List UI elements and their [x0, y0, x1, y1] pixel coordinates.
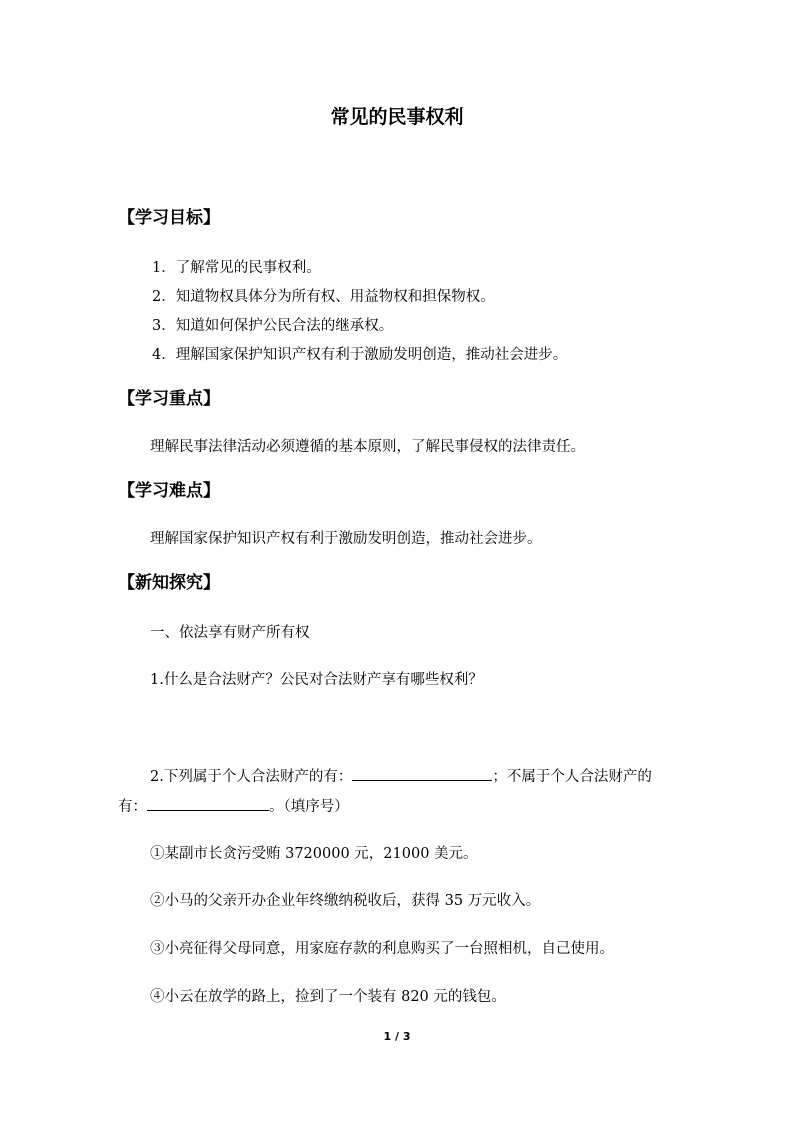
- option-item: ③小亮征得父母同意，用家庭存款的利息购买了一台照相机，自己使用。: [150, 941, 614, 957]
- goal-item: 2．知道物权具体分为所有权、用益物权和担保物权。: [152, 289, 495, 305]
- goal-item: 1．了解常见的民事权利。: [152, 260, 321, 276]
- goal-item: 3．知道如何保护公民合法的继承权。: [152, 318, 394, 334]
- option-item: ①某副市长贪污受贿 3720000 元，21000 美元。: [150, 846, 478, 862]
- key-points-heading: 【学习重点】: [118, 389, 220, 409]
- difficult-points-text: 理解国家保护知识产权有利于激励发明创造，推动社会进步。: [150, 531, 542, 547]
- question-2-text: ；不属于个人合法财产的: [492, 769, 652, 785]
- option-item: ②小马的父亲开办企业年终缴纳税收后，获得 35 万元收入。: [150, 893, 541, 909]
- option-item: ④小云在放学的路上，捡到了一个装有 820 元的钱包。: [150, 989, 506, 1005]
- explore-subheading: 一、依法享有财产所有权: [150, 625, 310, 641]
- question-1: 1.什么是合法财产？公民对合法财产享有哪些权利？: [150, 672, 483, 688]
- page-title: 常见的民事权利: [330, 106, 464, 128]
- answer-blank-illegal[interactable]: [147, 796, 269, 811]
- question-2-line-1: [150, 765, 652, 786]
- explore-heading: 【新知探究】: [118, 573, 220, 593]
- key-points-text: 理解民事法律活动必须遵循的基本原则，了解民事侵权的法律责任。: [150, 439, 585, 455]
- question-2-text: 。（填序号）: [269, 799, 349, 815]
- question-2-line-2: [118, 795, 349, 816]
- answer-blank-legal[interactable]: [352, 766, 492, 781]
- question-2-text: 2.下列属于个人合法财产的有：: [150, 769, 353, 785]
- goals-heading: 【学习目标】: [118, 208, 220, 228]
- question-2-text: 有：: [118, 799, 147, 815]
- page-number: 1 / 3: [383, 1030, 411, 1043]
- difficult-points-heading: 【学习难点】: [118, 481, 220, 501]
- goal-item: 4．理解国家保护知识产权有利于激励发明创造，推动社会进步。: [152, 347, 568, 363]
